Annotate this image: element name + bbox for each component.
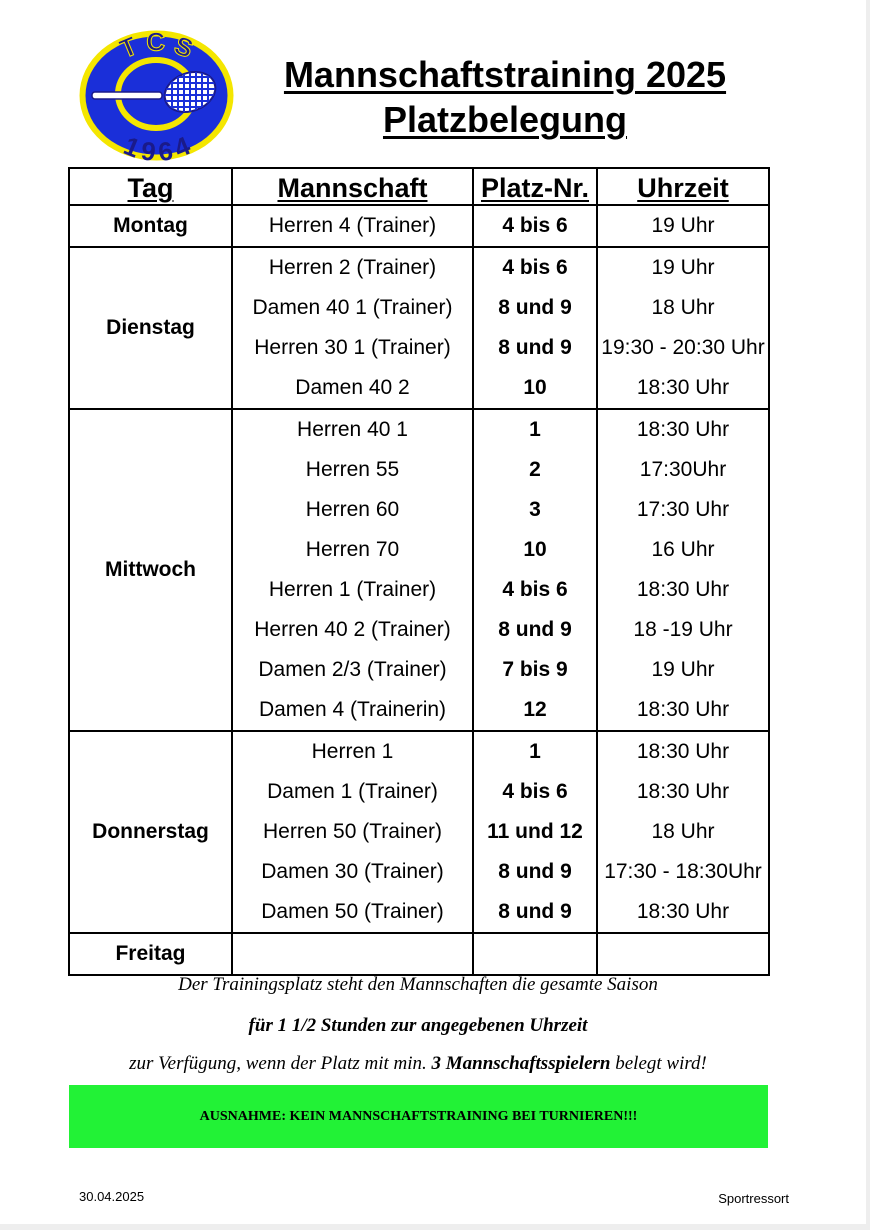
day-cell: Dienstag: [69, 247, 232, 409]
time-cell: 18:30 Uhr: [597, 368, 769, 409]
time-cell: 18:30 Uhr: [597, 409, 769, 450]
court-cell: [473, 933, 597, 975]
court-cell: 11 und 12: [473, 812, 597, 852]
day-group: [69, 247, 769, 409]
team-cell: Herren 1 (Trainer): [232, 570, 473, 610]
day-group: [69, 409, 769, 731]
table-row: [69, 247, 769, 288]
team-cell: Herren 55: [232, 450, 473, 490]
time-cell: 16 Uhr: [597, 530, 769, 570]
time-cell: [597, 933, 769, 975]
table-row: [69, 409, 769, 450]
table-header-row: [69, 168, 769, 205]
court-cell: 4 bis 6: [473, 772, 597, 812]
time-cell: 18 Uhr: [597, 812, 769, 852]
court-cell: 2: [473, 450, 597, 490]
team-cell: Herren 2 (Trainer): [232, 247, 473, 288]
page-bottom-edge: [0, 1224, 870, 1230]
time-cell: 18:30 Uhr: [597, 690, 769, 731]
court-cell: 8 und 9: [473, 852, 597, 892]
team-cell: Herren 40 1: [232, 409, 473, 450]
day-group: [69, 933, 769, 975]
court-cell: 1: [473, 409, 597, 450]
team-cell: Herren 1: [232, 731, 473, 772]
time-cell: 18 -19 Uhr: [597, 610, 769, 650]
team-cell: Damen 40 2: [232, 368, 473, 409]
court-cell: 10: [473, 368, 597, 409]
exception-banner: [69, 1085, 768, 1148]
time-cell: 18:30 Uhr: [597, 731, 769, 772]
time-cell: 18:30 Uhr: [597, 892, 769, 933]
time-cell: 19 Uhr: [597, 205, 769, 247]
team-cell: Herren 50 (Trainer): [232, 812, 473, 852]
day-group: [69, 731, 769, 933]
team-cell: Damen 2/3 (Trainer): [232, 650, 473, 690]
time-cell: 17:30 - 18:30Uhr: [597, 852, 769, 892]
court-cell: 4 bis 6: [473, 205, 597, 247]
day-cell: Mittwoch: [69, 409, 232, 731]
time-cell: 17:30 Uhr: [597, 490, 769, 530]
logo-year: 1964: [119, 130, 195, 162]
page-edge: [866, 0, 870, 1230]
team-cell: Damen 4 (Trainerin): [232, 690, 473, 731]
team-cell: Herren 70: [232, 530, 473, 570]
header-court: Platz-Nr.: [473, 168, 597, 205]
court-cell: 8 und 9: [473, 328, 597, 368]
footer-date: 30.04.2025: [79, 1189, 145, 1204]
day-cell: Donnerstag: [69, 731, 232, 933]
training-schedule-table: [68, 167, 770, 976]
team-cell: Damen 50 (Trainer): [232, 892, 473, 933]
court-cell: 1: [473, 731, 597, 772]
header-time: Uhrzeit: [597, 168, 769, 205]
page-subtitle: Platzbelegung: [382, 99, 628, 140]
team-cell: Damen 40 1 (Trainer): [232, 288, 473, 328]
tcs-club-logo: [78, 29, 235, 162]
time-cell: 18:30 Uhr: [597, 570, 769, 610]
time-cell: 19 Uhr: [597, 650, 769, 690]
note-line-2: für 1 1/2 Stunden zur angegebenen Uhrzeit: [248, 1015, 588, 1036]
footer-signature: Sportressort: [718, 1191, 789, 1206]
day-group: [69, 205, 769, 247]
court-cell: 4 bis 6: [473, 247, 597, 288]
note-line-3: zur Verfügung, wenn der Platz mit min. 3 Mannschaftsspielern belegt wird!: [129, 1053, 707, 1074]
team-cell: Damen 1 (Trainer): [232, 772, 473, 812]
logo-letters: T C S: [115, 29, 198, 65]
header-team: Mannschaft: [232, 168, 473, 205]
time-cell: 18 Uhr: [597, 288, 769, 328]
table-row: [69, 933, 769, 975]
time-cell: 19 Uhr: [597, 247, 769, 288]
table-row: [69, 205, 769, 247]
court-cell: 4 bis 6: [473, 570, 597, 610]
time-cell: 17:30Uhr: [597, 450, 769, 490]
table-row: [69, 731, 769, 772]
court-cell: 8 und 9: [473, 288, 597, 328]
court-cell: 8 und 9: [473, 610, 597, 650]
team-cell: Herren 30 1 (Trainer): [232, 328, 473, 368]
day-cell: Freitag: [69, 933, 232, 975]
header-day: Tag: [69, 168, 232, 205]
court-cell: 3: [473, 490, 597, 530]
team-cell: Herren 40 2 (Trainer): [232, 610, 473, 650]
court-cell: 10: [473, 530, 597, 570]
team-cell: Herren 4 (Trainer): [232, 205, 473, 247]
page-title: Mannschaftstraining 2025: [283, 54, 727, 95]
team-cell: Damen 30 (Trainer): [232, 852, 473, 892]
court-cell: 12: [473, 690, 597, 731]
court-cell: 8 und 9: [473, 892, 597, 933]
banner-text: AUSNAHME: KEIN MANNSCHAFTSTRAINING BEI TURNIEREN!!!: [199, 1108, 638, 1124]
day-cell: Montag: [69, 205, 232, 247]
time-cell: 19:30 - 20:30 Uhr: [597, 328, 769, 368]
court-cell: 7 bis 9: [473, 650, 597, 690]
team-cell: Herren 60: [232, 490, 473, 530]
note-line-1: Der Trainingsplatz steht den Mannschaften die gesamte Saison: [178, 974, 658, 995]
time-cell: 18:30 Uhr: [597, 772, 769, 812]
team-cell: [232, 933, 473, 975]
